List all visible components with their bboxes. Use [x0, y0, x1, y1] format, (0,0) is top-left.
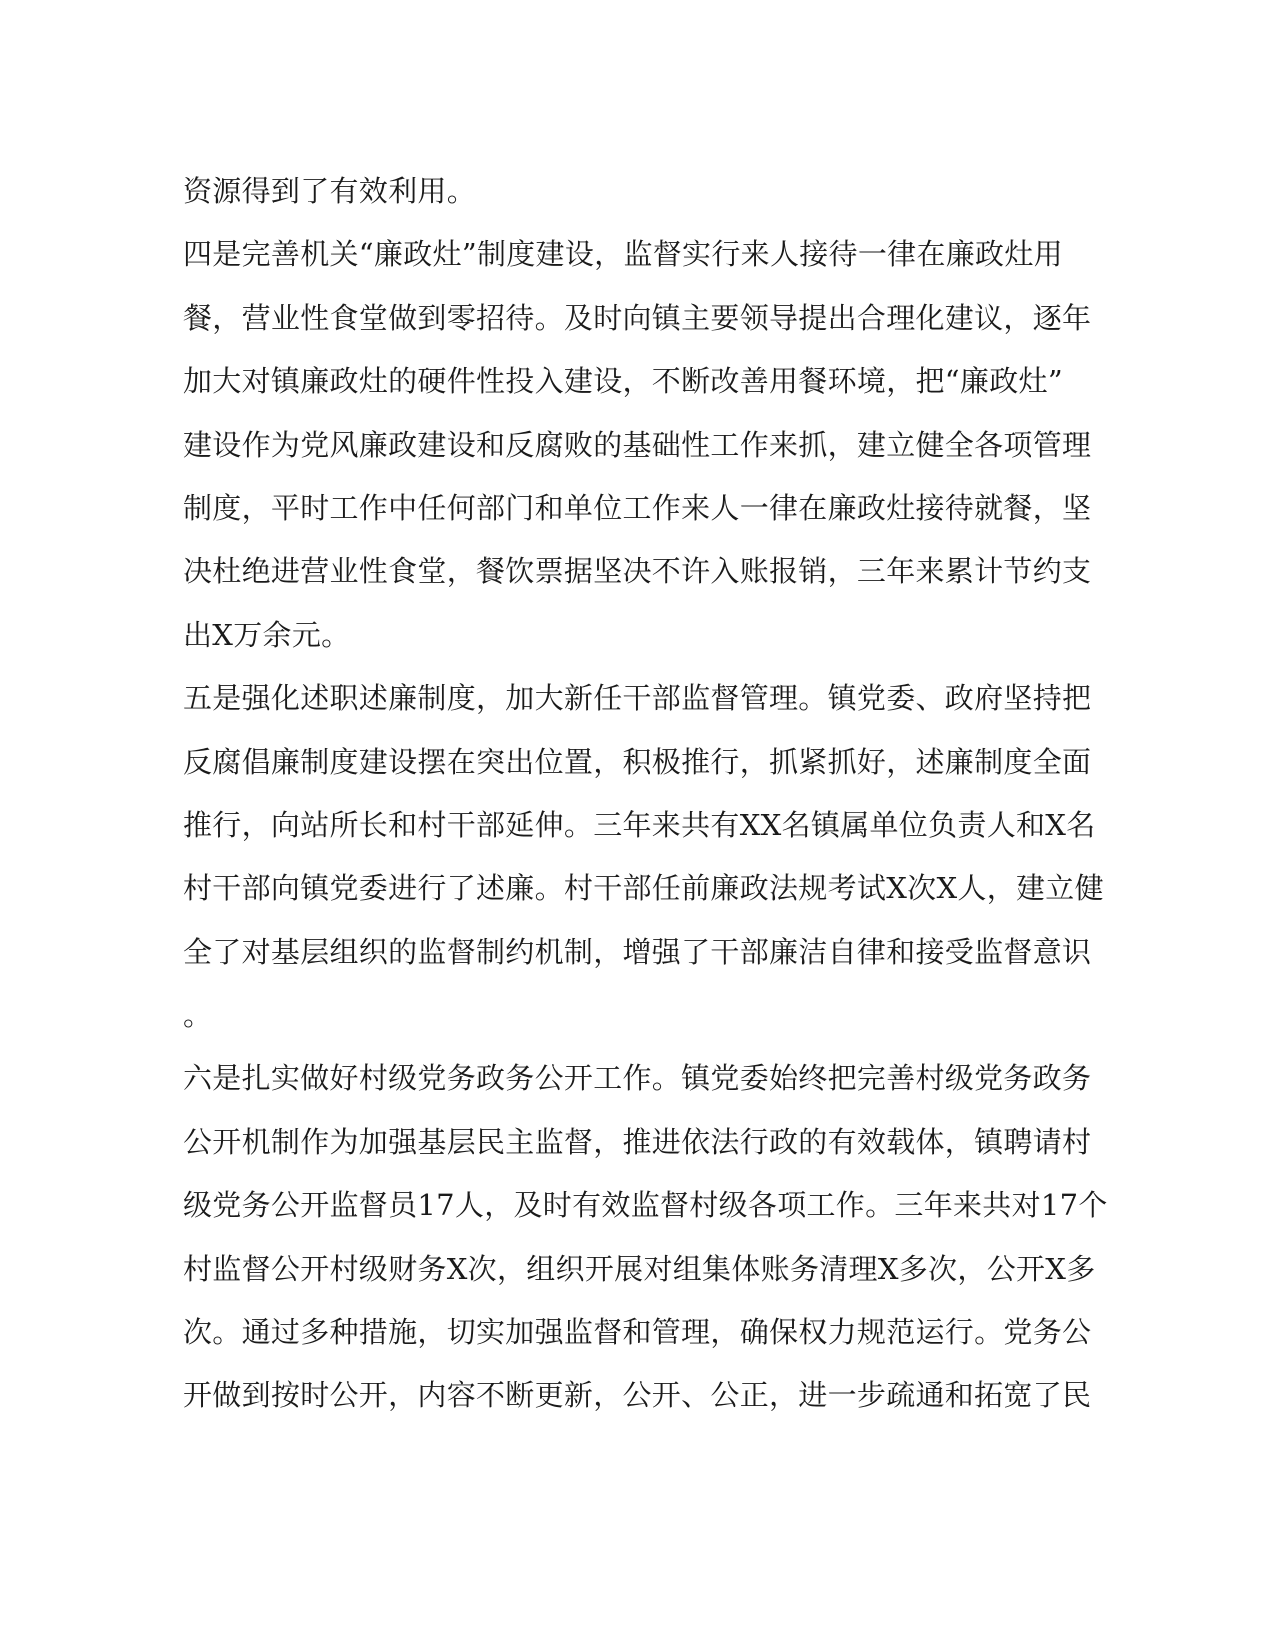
text-line: 级党务公开监督员17人，及时有效监督村级各项工作。三年来共对17个	[183, 1188, 1108, 1223]
text-line: 五是强化述职述廉制度，加大新任干部监督管理。镇党委、政府坚持把	[183, 681, 1092, 716]
text-line: 全了对基层组织的监督制约机制，增强了干部廉洁自律和接受监督意识	[183, 934, 1092, 969]
text-line: 公开机制作为加强基层民主监督，推进依法行政的有效载体，镇聘请村	[183, 1124, 1092, 1159]
text-line: 决杜绝进营业性食堂，餐饮票据坚决不许入账报销，三年来累计节约支	[183, 554, 1092, 589]
text-line: 村监督公开村级财务X次，组织开展对组集体账务清理X多次，公开X多	[183, 1251, 1096, 1286]
text-line: 开做到按时公开，内容不断更新，公开、公正，进一步疏通和拓宽了民	[183, 1378, 1092, 1413]
text-line: 次。通过多种措施，切实加强监督和管理，确保权力规范运行。党务公	[183, 1315, 1092, 1350]
text-line: 资源得到了有效利用。	[183, 174, 477, 208]
body-text	[183, 160, 1108, 1428]
text-line: 反腐倡廉制度建设摆在突出位置，积极推行，抓紧抓好，述廉制度全面	[183, 744, 1092, 779]
text-line: 出X万余元。	[183, 617, 351, 652]
text-line: 加大对镇廉政灶的硬件性投入建设，不断改善用餐环境，把“廉政灶”	[183, 364, 1063, 399]
text-line: 建设作为党风廉政建设和反腐败的基础性工作来抓，建立健全各项管理	[183, 427, 1092, 462]
text-line: 推行，向站所长和村干部延伸。三年来共有XX名镇属单位负责人和X名	[183, 807, 1096, 842]
text-line: 村干部向镇党委进行了述廉。村干部任前廉政法规考试X次X人，建立健	[183, 871, 1104, 906]
text-line: 六是扎实做好村级党务政务公开工作。镇党委始终把完善村级党务政务	[183, 1061, 1092, 1096]
text-line: 餐，营业性食堂做到零招待。及时向镇主要领导提出合理化建议，逐年	[183, 300, 1092, 335]
text-line: 四是完善机关“廉政灶”制度建设，监督实行来人接待一律在廉政灶用	[183, 237, 1063, 272]
text-line: 。	[183, 998, 213, 1033]
text-line: 制度，平时工作中任何部门和单位工作来人一律在廉政灶接待就餐，坚	[183, 490, 1092, 525]
